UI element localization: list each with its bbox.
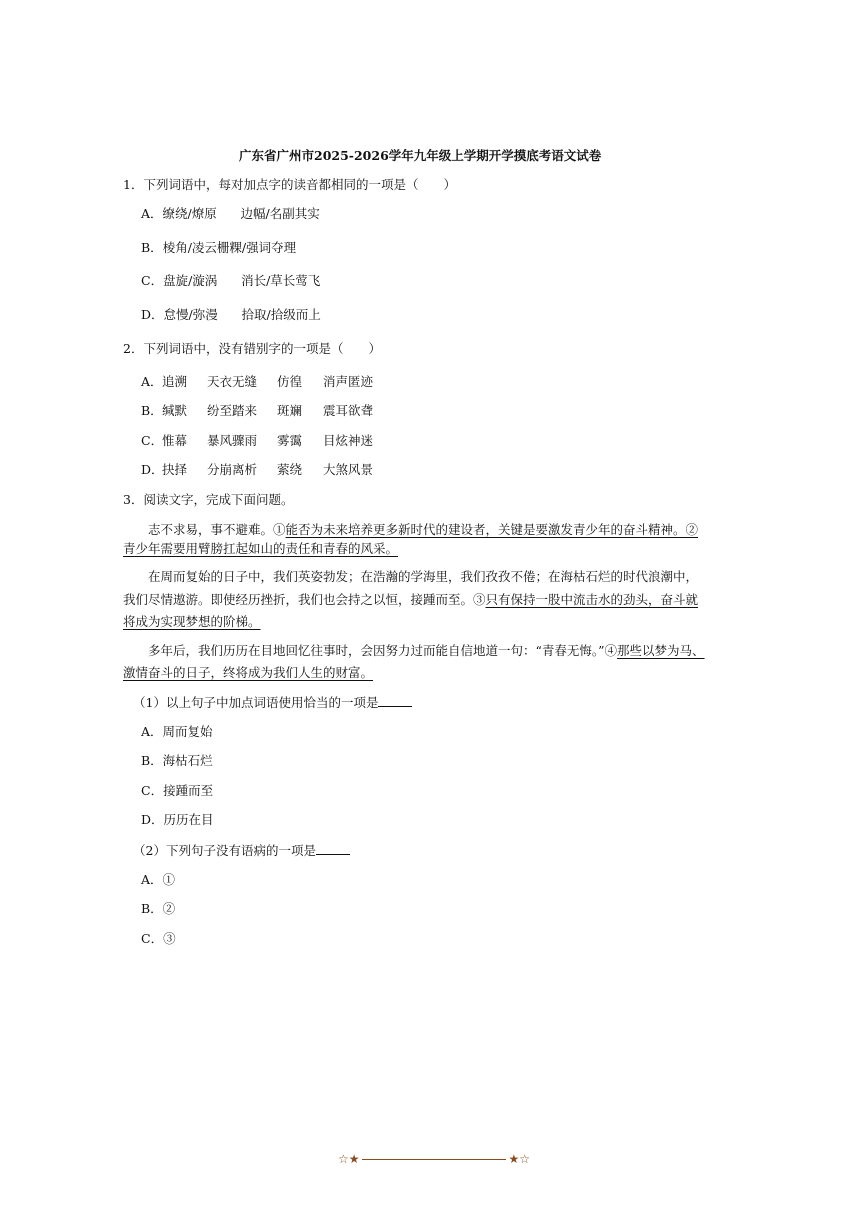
passage-text: 我们尽情遨游。即使经历挫折，我们也会持之以恒，接踵而至。③ [123,592,486,607]
q3-sub1-option-a: A．周而复始 [141,724,213,739]
option-word: 仿徨 [277,374,303,389]
passage-text: 多年后，我们历历在目地回忆往事时，会因努力过而能自信地道一句：“青春无悔。”④ [148,643,618,658]
option-word: 消长/草长莺飞 [241,273,321,288]
option-label: B． [141,403,163,418]
passage-underlined-text: 那些以梦为马、 [617,643,705,658]
q3-passage-p2-line2 [123,592,698,608]
q3-sub1-option-b: B．海枯石烂 [141,753,213,768]
q3-passage-p3-line2 [123,665,373,681]
option-word: 目炫神迷 [323,433,374,448]
option-word: 斑斓 [277,403,303,418]
option-word: 抉择 [162,462,188,477]
q3-passage-p2-line3 [123,614,261,630]
sub-question-text: （2）下列句子没有语病的一项是 [133,843,316,858]
q2-option-c [141,433,374,449]
option-label: D． [141,462,164,477]
option-word: 消声匿迹 [323,374,374,389]
q3-sub2-option-c: C．③ [141,931,176,946]
q3-passage-p2-line1: 在周而复始的日子中，我们英姿勃发；在浩瀚的学海里，我们孜孜不倦；在海枯石烂的时代浪潮中， [148,569,699,584]
answer-blank[interactable] [316,842,350,855]
option-word: 盘旋/漩涡 [163,273,218,288]
sub-question-text: （1）以上句子中加点词语使用恰当的一项是 [133,695,379,710]
option-label: A． [141,206,163,221]
passage-underlined-text: 将成为实现梦想的阶梯。 [123,614,261,629]
option-label: C． [141,433,164,448]
option-word: 分崩离析 [207,462,258,477]
q1-option-b [141,240,296,256]
passage-underlined-text: 能否为未来培养更多新时代的建设者，关键是要激发青少年的奋斗精神。② [285,522,699,537]
answer-blank[interactable] [378,694,412,707]
q3-sub2-option-a: A．① [141,872,176,887]
page-title: 广东省广州市2025-2026学年九年级上学期开学摸底考语文试卷 [239,148,602,163]
q3-sub2-stem [133,842,350,859]
q3-stem: 3．阅读文字，完成下面问题。 [123,492,294,507]
q3-sub1-option-d: D．历历在目 [141,812,214,827]
footer-divider [362,1159,507,1160]
q1-option-c [141,273,320,289]
star-icon: ★☆ [508,1152,530,1166]
q3-sub1-stem [133,694,412,711]
q3-passage-p1-line1 [148,522,698,538]
passage-text: 志不求易，事不避难。① [148,522,286,537]
star-icon: ☆★ [338,1152,360,1166]
passage-underlined-text: 只有保持一股中流击水的劲头，奋斗就 [485,592,699,607]
option-word: 边幅/名副其实 [240,206,320,221]
option-label: A． [141,374,163,389]
q3-sub2-option-b: B．② [141,901,176,916]
option-word: 大煞风景 [323,462,374,477]
option-word: 暴风骤雨 [207,433,258,448]
q1-option-a [141,206,320,222]
option-word: 缭绕/燎原 [162,206,217,221]
option-word: 萦绕 [277,462,303,477]
option-label: C． [141,273,164,288]
option-word: 怠慢/弥漫 [163,307,218,322]
option-word: 雾霭 [277,433,303,448]
option-word: 惟幕 [162,433,188,448]
q3-passage-p3-line1 [148,643,705,659]
q1-stem: 1．下列词语中，每对加点字的读音都相同的一项是（ ） [123,177,456,192]
option-word: 震耳欲聋 [323,403,374,418]
q2-stem: 2．下列词语中，没有错别字的一项是（ ） [123,341,381,356]
q3-sub1-option-c: C．接踵而至 [141,783,214,798]
q1-option-d [141,307,321,323]
option-word: 纷至踏来 [207,403,258,418]
option-word: 天衣无缝 [207,374,258,389]
passage-underlined-text: 青少年需要用臂膀扛起如山的责任和青春的风采。 [123,541,399,556]
q2-option-b [141,403,374,419]
option-label: B． [141,240,163,255]
passage-underlined-text: 激情奋斗的日子，终将成为我们人生的财富。 [123,665,374,680]
q3-passage-p1-line2 [123,541,398,557]
option-label: D． [141,307,164,322]
option-word: 追溯 [162,374,188,389]
option-word: 拾取/拾级而上 [241,307,321,322]
option-word: 缄默 [162,403,188,418]
footer-decoration [338,1151,530,1167]
option-word: 棱角/凌云栅粿/强词夺理 [162,240,297,255]
q2-option-a [141,374,374,390]
q2-option-d [141,462,374,478]
